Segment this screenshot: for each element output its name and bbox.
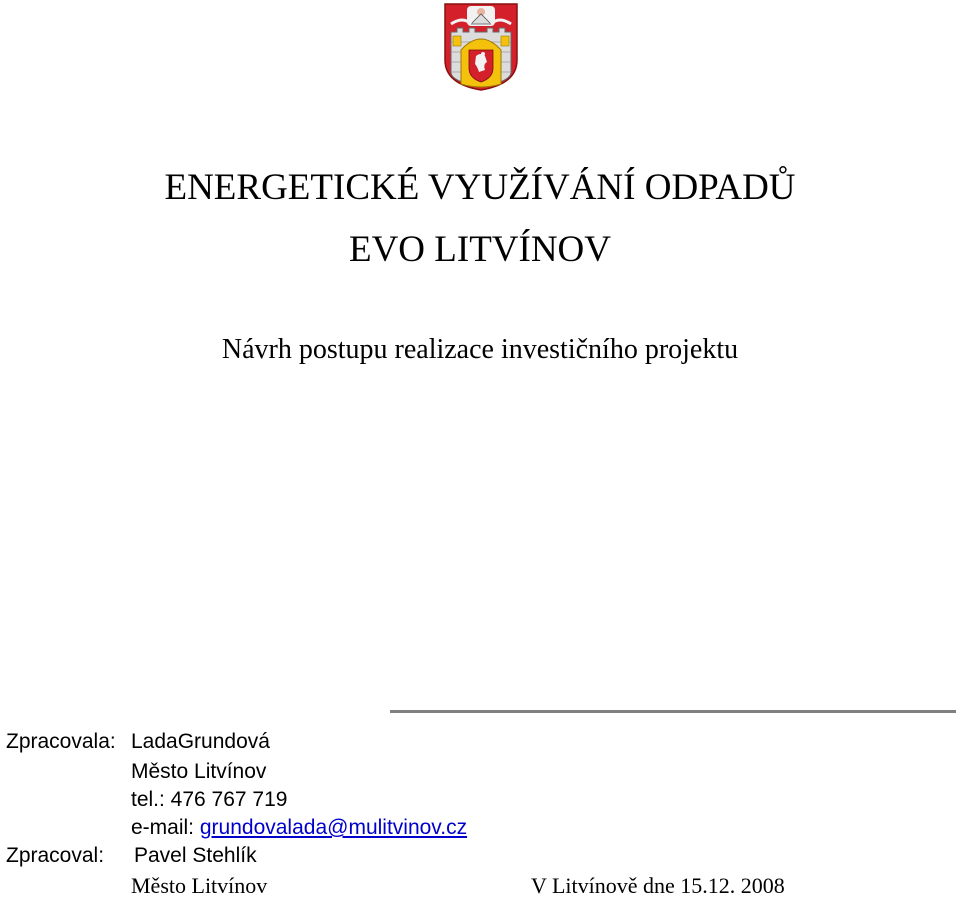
- author1-email-row: [131, 814, 467, 842]
- author1-phone: tel.: 476 767 719: [131, 788, 288, 811]
- city-coat-of-arms-icon: [443, 2, 519, 92]
- document-title-line1: ENERGETICKÉ VYUŽÍVÁNÍ ODPADŮ: [164, 167, 796, 208]
- document-title-line2: EVO LITVÍNOV: [348, 229, 612, 270]
- author1-email-link[interactable]: grundovalada@mulitvinov.cz: [199, 816, 468, 839]
- place-and-date: V Litvínově dne 15.12. 2008: [531, 873, 785, 898]
- author1-name: LadaGrundová: [131, 730, 270, 753]
- author1-org: Město Litvínov: [131, 760, 267, 783]
- author2-org: Město Litvínov: [131, 873, 268, 898]
- author1-email-label: e-mail:: [131, 816, 195, 839]
- author2-name: Pavel Stehlík: [134, 844, 257, 867]
- author1-label: Zpracovala:: [6, 730, 116, 753]
- horizontal-divider: [390, 710, 956, 713]
- author2-label: Zpracoval:: [6, 844, 105, 867]
- document-subtitle: Návrh postupu realizace investičního projektu: [221, 334, 739, 365]
